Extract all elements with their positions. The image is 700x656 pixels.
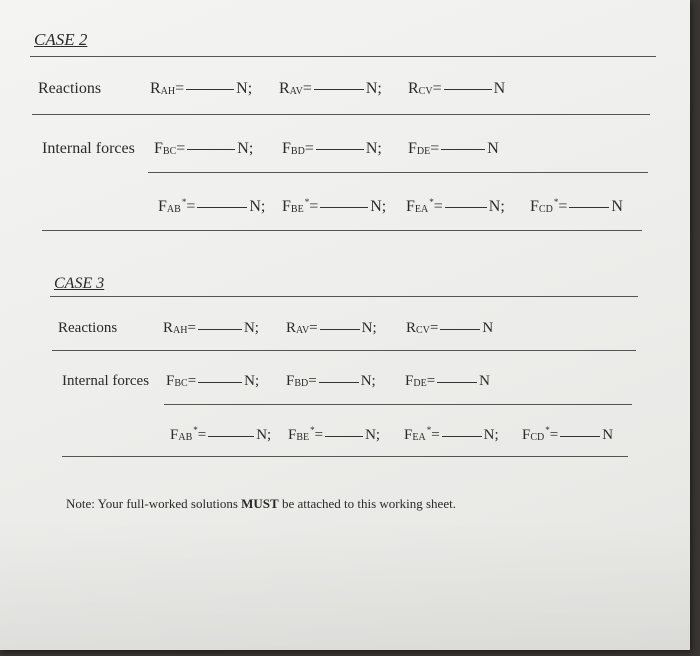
- case2-rah-field: $R_{AH}= N$;: [150, 80, 253, 97]
- case2-reactions-label: Reactions: [38, 80, 102, 97]
- divider: [32, 114, 650, 115]
- case3-rah-field: $R_{AH}= N$;: [163, 320, 259, 336]
- case2-fea-field: $F_{EA}^*= N$;: [406, 197, 505, 215]
- note-text: Note: Your full-worked solutions MUST be attached to this working sheet.: [66, 496, 456, 511]
- divider: [30, 56, 656, 57]
- case3-fbd-field: $F_{BD}= N$;: [286, 373, 376, 389]
- divider: [50, 296, 638, 297]
- case2-fbc-field: $F_{BC}= N$;: [154, 140, 254, 157]
- page-shadow: [0, 520, 690, 650]
- case3-rcv-field: $R_{CV}= N$: [406, 320, 494, 336]
- case3-fde-field: $F_{DE}= N$: [405, 373, 490, 389]
- case3-fea-field: $F_{EA}^*= N$;: [404, 425, 499, 443]
- case3-title: CASE 3: [54, 275, 105, 292]
- divider: [52, 350, 636, 351]
- case3-fbc-field: $F_{BC}= N$;: [166, 373, 260, 389]
- case3-fbe-field: $F_{BE}^*= N$;: [288, 425, 381, 443]
- divider: [164, 404, 632, 405]
- case2-fcd-field: $F_{CD}^*= N$: [530, 197, 623, 215]
- case2-rcv-field: $R_{CV}= N$: [408, 80, 506, 97]
- divider: [148, 172, 648, 173]
- case2-internal-label: Internal forces: [42, 140, 135, 157]
- case3-rav-field: $R_{AV}= N$;: [286, 320, 377, 336]
- case3-fab-field: $F_{AB}^*= N$;: [170, 425, 272, 443]
- case2-fab-field: $F_{AB}^*= N$;: [158, 197, 266, 215]
- divider: [62, 456, 628, 457]
- divider: [42, 230, 642, 231]
- case3-reactions-label: Reactions: [58, 320, 118, 336]
- case2-rav-field: $R_{AV}= N$;: [279, 80, 382, 97]
- case2-title: CASE 2: [34, 30, 88, 49]
- case2-fbd-field: $F_{BD}= N$;: [282, 140, 382, 157]
- case3-internal-label: Internal forces: [62, 373, 150, 389]
- case2-fde-field: $F_{DE}= N$: [408, 140, 499, 157]
- case2-fbe-field: $F_{BE}^*= N$;: [282, 197, 387, 215]
- case3-fcd-field: $F_{CD}^*= N$: [522, 425, 614, 443]
